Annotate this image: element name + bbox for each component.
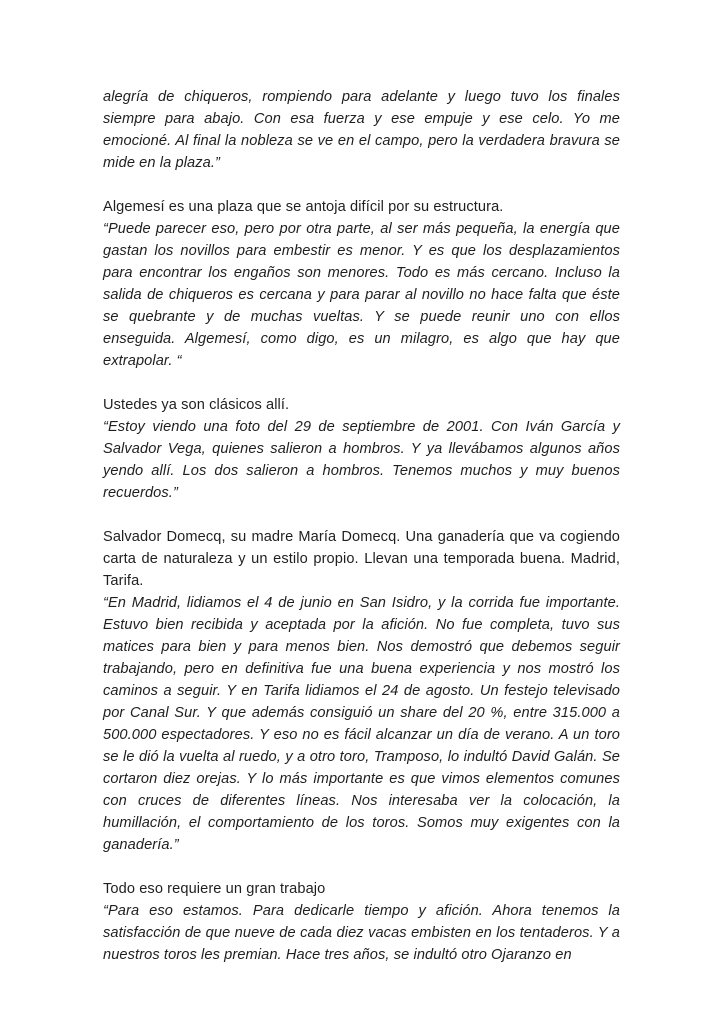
paragraph-answer: “Para eso estamos. Para dedicarle tiempo y afición. Ahora tenemos la satisfacción de que nueve de cada diez vacas embisten en los tentaderos. Y a nuestros toros les premian. Hace tres años, se indultó otro Ojaranzo en: [103, 903, 620, 963]
paragraph-question: Ustedes ya son clásicos allí.: [103, 397, 290, 413]
paragraph-answer: “Puede parecer eso, pero por otra parte, al ser más pequeña, la energía que gastan los novillos para embestir es menor. Y es que los desplazamientos para encontrar los engaños son menores. Todo es más cercano. Incluso la salida de chiqueros es cercana y para parar al novillo no hace falta que éste se quebrante y de muchas vueltas. Y se puede reunir uno con ellos enseguida. Algemesí, como digo, es un milagro, es algo que hay que extrapolar. “: [103, 221, 620, 369]
paragraph-question: Algemesí es una plaza que se antoja difícil por su estructura.: [103, 199, 504, 215]
paragraph-question: Salvador Domecq, su madre María Domecq. Una ganadería que va cogiendo carta de naturaleza y un estilo propio. Llevan una temporada buena. Madrid, Tarifa.: [103, 529, 620, 589]
paragraph-answer-continuation: alegría de chiqueros, rompiendo para adelante y luego tuvo los finales siempre para abajo. Con esa fuerza y ese empuje y ese celo. Yo me emocioné. Al final la nobleza se ve en el campo, pero la verdadera bravura se mide en la plaza.”: [103, 89, 620, 171]
paragraph-answer: “En Madrid, lidiamos el 4 de junio en San Isidro, y la corrida fue importante. Estuvo bien recibida y aceptada por la afición. No fue completa, tuvo sus matices para bien y para menos bien. Nos demostró que debemos seguir trabajando, pero en definitiva fue una buena experiencia y nos mostró los caminos a seguir. Y en Tarifa lidiamos el 24 de agosto. Un festejo televisado por Canal Sur. Y que además consiguió un share del 20 %, entre 315.000 a 500.000 espectadores. Y eso no es fácil alcanzar un día de verano. A un toro se le dió la vuelta al ruedo, y a otro toro, Tramposo, lo indultó David Galán. Se cortaron diez orejas. Y lo más importante es que vimos elementos comunes con cruces de diferentes líneas. Nos interesaba ver la colocación, la humillación, el comportamiento de los toros. Somos muy exigentes con la ganadería.”: [103, 595, 620, 853]
paragraph-question: Todo eso requiere un gran trabajo: [103, 881, 326, 897]
document-body: [103, 86, 620, 966]
paragraph-answer: “Estoy viendo una foto del 29 de septiembre de 2001. Con Iván García y Salvador Vega, quienes salieron a hombros. Y ya llevábamos algunos años yendo allí. Los dos salieron a hombros. Tenemos muchos y muy buenos recuerdos.”: [103, 419, 620, 501]
